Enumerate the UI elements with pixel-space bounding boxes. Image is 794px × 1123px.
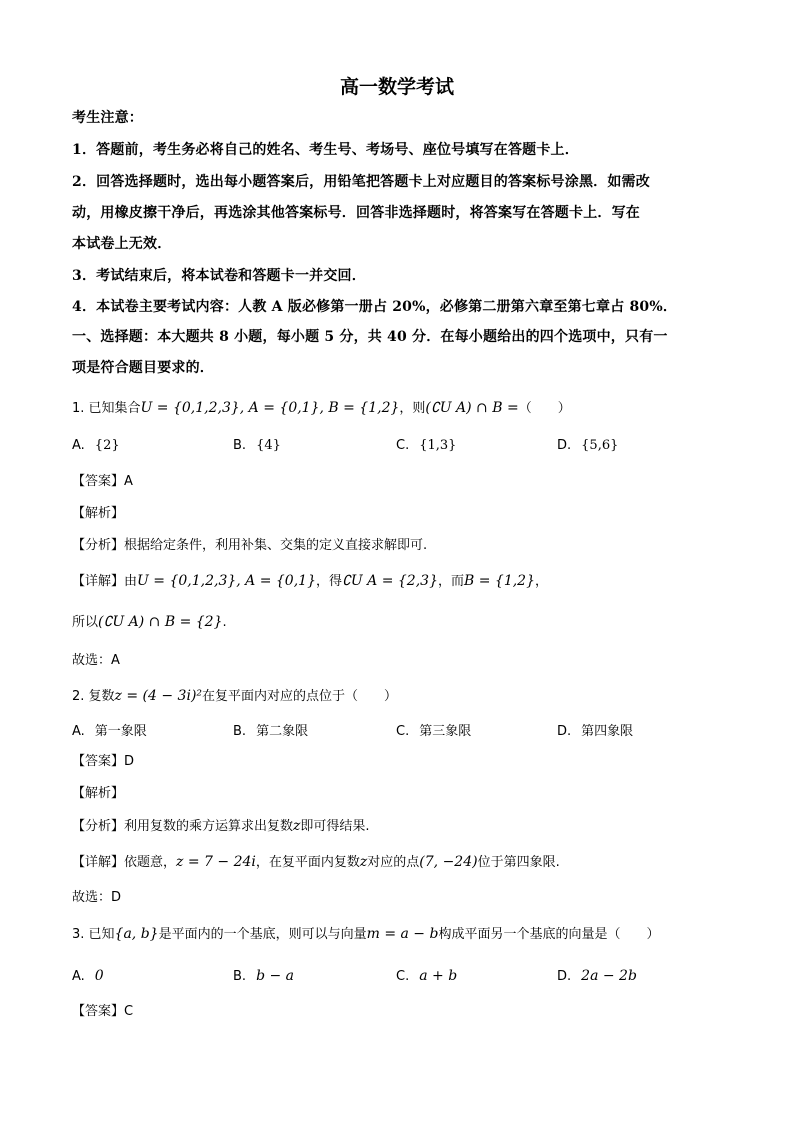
q1-analysis-tag: 【解析】 xyxy=(72,506,125,521)
q1-fenxi: 【分析】根据给定条件，利用补集、交集的定义直接求解即可. xyxy=(72,538,428,553)
q1-option-c: C. {1,3} xyxy=(396,438,457,453)
q3-stem: 3. 已知{a, b}是平面内的一个基底，则可以与向量m = a − b构成平面另一个基底的向量是（ ） xyxy=(72,926,660,942)
notice-item-3: 3．考试结束后，将本试卷和答题卡一并交回． xyxy=(72,268,366,284)
q1-stem: 1. 已知集合U = {0,1,2,3}, A = {0,1}, B = {1,2}，则(∁U A) ∩ B =（ ） xyxy=(72,400,571,416)
q2-stem: 2. 复数z = (4 − 3i)²在复平面内对应的点位于（ ） xyxy=(72,688,398,704)
q3-option-a: A. 0 xyxy=(72,968,104,984)
q1-conclusion: 所以(∁U A) ∩ B = {2}. xyxy=(72,614,227,630)
notice-item-2-cont: 动，用橡皮擦干净后，再选涂其他答案标号．回答非选择题时，将答案写在答题卡上．写在 xyxy=(72,205,640,221)
q3-answer: 【答案】C xyxy=(72,1004,134,1019)
q2-detail: 【详解】依题意，z = 7 − 24i，在复平面内复数z对应的点(7, −24)位于第四象限. xyxy=(72,854,560,870)
q2-option-b: B. 第二象限 xyxy=(233,724,309,739)
q1-option-d: D. {5,6} xyxy=(557,438,619,453)
q3-option-c: C. a + b xyxy=(396,968,458,984)
notice-heading: 考生注意： xyxy=(72,110,143,126)
q2-choose: 故选：D xyxy=(72,890,122,905)
q3-option-d: D. 2a − 2b xyxy=(557,968,637,984)
q2-answer: 【答案】D xyxy=(72,754,135,769)
notice-item-4: 4．本试卷主要考试内容：人教 A 版必修第一册占 20%，必修第二册第六章至第七章占 80%． xyxy=(72,299,678,315)
q2-fenxi: 【分析】利用复数的乘方运算求出复数z即可得结果. xyxy=(72,818,370,834)
section-heading-cont: 项是符合题目要求的． xyxy=(72,360,214,376)
notice-item-2: 2．回答选择题时，选出每小题答案后，用铅笔把答题卡上对应题目的答案标号涂黑．如需改 xyxy=(72,174,650,190)
q2-option-d: D. 第四象限 xyxy=(557,724,634,739)
q1-detail: 【详解】由U = {0,1,2,3}, A = {0,1}，得∁U A = {2,3}，而B = {1,2}， xyxy=(72,573,549,589)
q2-option-c: C. 第三象限 xyxy=(396,724,472,739)
section-heading: 一、选择题：本大题共 8 小题，每小题 5 分，共 40 分．在每小题给出的四个选项中，只有一 xyxy=(72,329,668,345)
q2-analysis-tag: 【解析】 xyxy=(72,786,125,801)
q3-option-b: B. b − a xyxy=(233,968,295,984)
notice-item-1: 1．答题前，考生务必将自己的姓名、考生号、考场号、座位号填写在答题卡上． xyxy=(72,142,579,158)
page-title: 高一数学考试 xyxy=(339,76,454,98)
q1-choose: 故选：A xyxy=(72,653,120,668)
q1-option-a: A. {2} xyxy=(72,438,120,453)
notice-item-2-end: 本试卷上无效． xyxy=(72,236,172,252)
q1-option-b: B. {4} xyxy=(233,438,281,453)
q2-option-a: A. 第一象限 xyxy=(72,724,147,739)
q1-answer: 【答案】A xyxy=(72,474,133,489)
